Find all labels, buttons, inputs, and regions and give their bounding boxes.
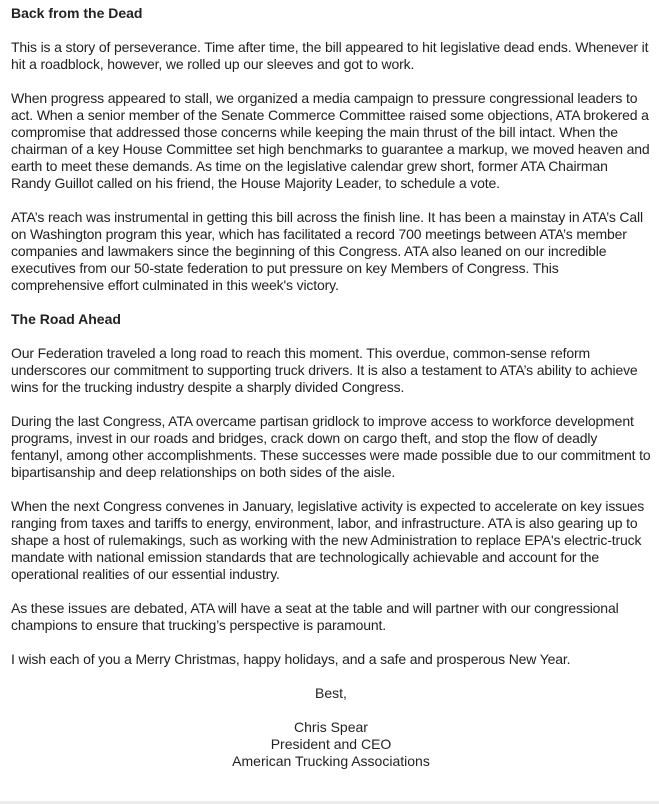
section-the-road-ahead xyxy=(11,311,651,668)
signature-title: President and CEO xyxy=(270,736,392,752)
paragraph: I wish each of you a Merry Christmas, happy holidays, and a safe and prosperous New Year. xyxy=(11,651,571,667)
paragraph: ATA’s reach was instrumental in getting this bill across the finish line. It has been a mainstay in ATA’s Call on Washington program this year, which has facilitated a record 700 meetings between ATA’s member companies and lawmakers since the beginning of this Congress. ATA also leaned on our incredible executives from our 50-state federation to put pressure on key Members of Congress. This comprehensive effort culminated in this week's victory. xyxy=(11,209,643,293)
paragraph: When progress appeared to stall, we organized a media campaign to pressure congressional leaders to act. When a senior member of the Senate Commerce Committee raised some objections, ATA brokered a compromise that addressed those concerns while keeping the main thrust of the bill intact. When the chairman of a key House Committee set high benchmarks to guarantee a markup, we moved heaven and earth to meet these demands. As time on the legislative calendar grew short, former ATA Chairman Randy Guillot called on his friend, the House Majority Leader, to schedule a vote. xyxy=(11,90,650,191)
section-heading: The Road Ahead xyxy=(11,311,121,327)
signature-organization: American Trucking Associations xyxy=(232,753,430,769)
paragraph: When the next Congress convenes in January, legislative activity is expected to accelerate on key issues ranging from taxes and tariffs to energy, environment, labor, and infrastructure. ATA is also gearing up to shape a host of rulemakings, such as working with the new Administration to replace EPA's electric-truck mandate with national emission standards that are technologically achievable and account for the operational realities of our essential industry. xyxy=(11,498,645,582)
signoff: Best, xyxy=(315,685,347,701)
section-back-from-the-dead xyxy=(11,5,651,294)
paragraph: During the last Congress, ATA overcame partisan gridlock to improve access to workforce development programs, invest in our roads and bridges, crack down on cargo theft, and stop the flow of deadly fentanyl, among other accomplishments. These successes were made possible due to our commitment to bipartisanship and deep relationships on both sides of the aisle. xyxy=(11,413,651,480)
email-body xyxy=(11,5,651,770)
signature-block xyxy=(11,719,651,770)
section-heading: Back from the Dead xyxy=(11,5,143,21)
signature-name: Chris Spear xyxy=(294,719,368,735)
paragraph: Our Federation traveled a long road to reach this moment. This overdue, common-sense reform underscores our commitment to supporting truck drivers. It is also a testament to ATA’s ability to achieve wins for the trucking industry despite a sharply divided Congress. xyxy=(11,345,638,395)
paragraph: As these issues are debated, ATA will have a seat at the table and will partner with our congressional champions to ensure that trucking’s perspective is paramount. xyxy=(11,600,619,633)
paragraph: This is a story of perseverance. Time after time, the bill appeared to hit legislative dead ends. Whenever it hit a roadblock, however, we rolled up our sleeves and got to work. xyxy=(11,39,649,72)
